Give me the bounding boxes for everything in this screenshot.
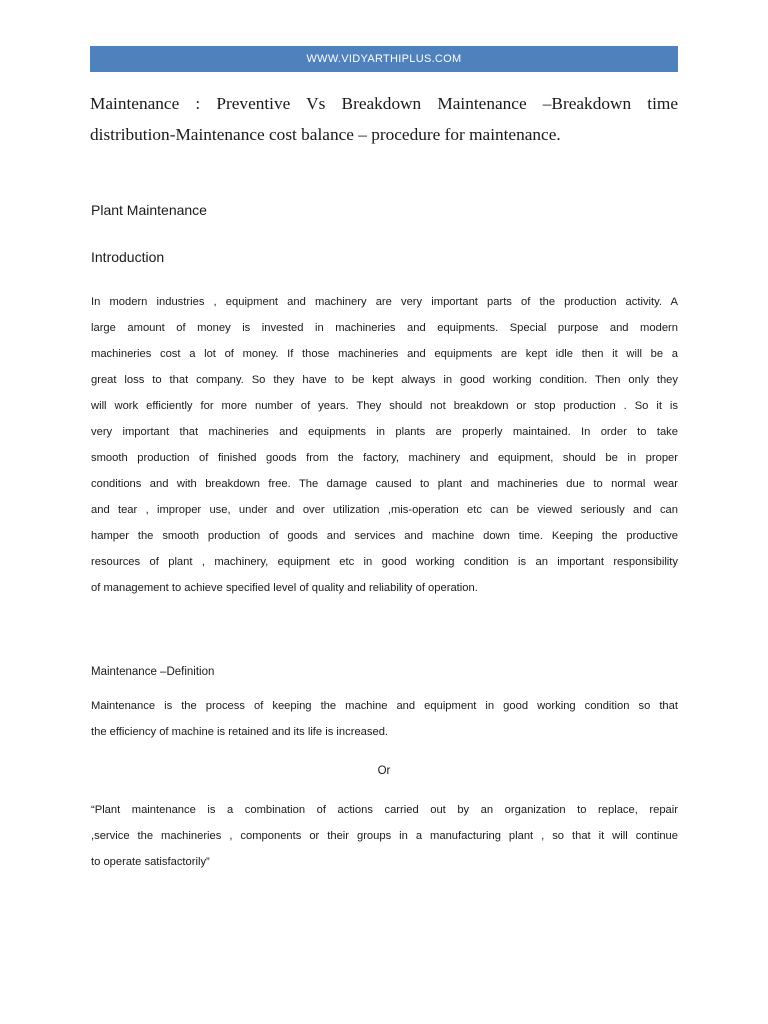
- syllabus-line: distribution-Maintenance cost balance – procedure for maintenance.: [90, 125, 561, 144]
- definition-heading: Maintenance –Definition: [91, 666, 215, 678]
- paragraph-line: resources of plant , machinery, equipment etc in good working condition is an important responsibility: [91, 556, 678, 568]
- introduction-heading: Introduction: [91, 249, 165, 265]
- quote-paragraph: [91, 797, 678, 875]
- paragraph-line: the efficiency of machine is retained and its life is increased.: [91, 726, 389, 738]
- paragraph-line: smooth production of finished goods from the factory, machinery and equipment, should be in proper: [91, 452, 678, 464]
- paragraph-line: machineries cost a lot of money. If those machineries and equipments are kept idle then it will be a: [91, 348, 678, 360]
- paragraph-line: “Plant maintenance is a combination of actions carried out by an organization to replace, repair: [91, 804, 678, 816]
- paragraph-line: ,service the machineries , components or their groups in a manufacturing plant , so that it will continue: [91, 830, 678, 842]
- introduction-paragraph: [91, 289, 678, 601]
- paragraph-line: large amount of money is invested in machineries and equipments. Special purpose and modern: [91, 322, 678, 334]
- paragraph-line: to operate satisfactorily”: [91, 856, 210, 868]
- site-url: WWW.VIDYARTHIPLUS.COM: [306, 53, 462, 65]
- syllabus-line: Maintenance : Preventive Vs Breakdown Maintenance –Breakdown time: [90, 94, 678, 113]
- paragraph-line: conditions and with breakdown free. The damage caused to plant and machineries due to normal wear: [91, 478, 678, 490]
- paragraph-line: In modern industries , equipment and machinery are very important parts of the production activity. A: [91, 296, 678, 308]
- site-header-bar: [90, 46, 678, 72]
- or-separator: Or: [377, 765, 391, 777]
- paragraph-line: of management to achieve specified level of quality and reliability of operation.: [91, 582, 478, 594]
- paragraph-line: Maintenance is the process of keeping the machine and equipment in good working condition so that: [91, 700, 678, 712]
- paragraph-line: very important that machineries and equipments in plants are properly maintained. In order to take: [91, 426, 678, 438]
- plant-maintenance-heading: Plant Maintenance: [91, 202, 207, 218]
- syllabus-topics: [90, 88, 678, 150]
- paragraph-line: hamper the smooth production of goods and services and machine down time. Keeping the productive: [91, 530, 678, 542]
- paragraph-line: great loss to that company. So they have to be kept always in good working condition. Then only they: [91, 374, 678, 386]
- paragraph-line: and tear , improper use, under and over utilization ,mis-operation etc can be viewed seriously and can: [91, 504, 678, 516]
- paragraph-line: will work efficiently for more number of years. They should not breakdown or stop production . So it is: [91, 400, 678, 412]
- definition-paragraph: [91, 693, 678, 745]
